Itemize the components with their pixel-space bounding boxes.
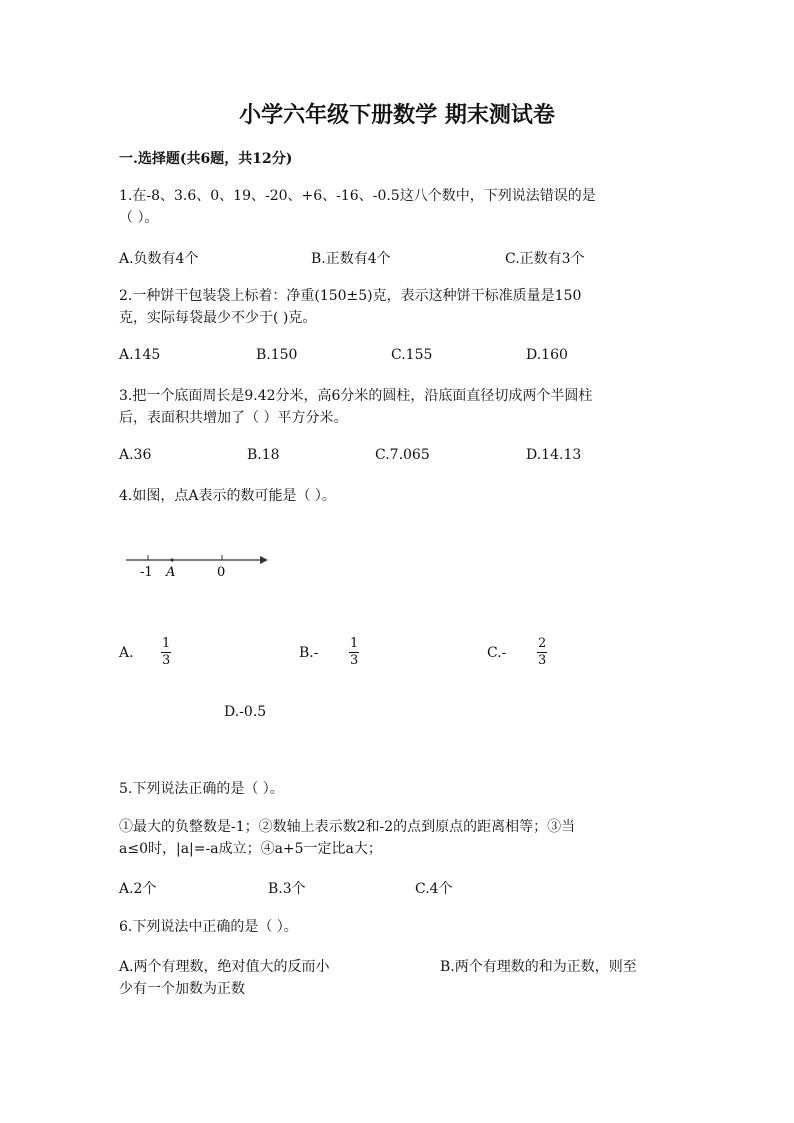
label-minus-one: -1 [140,565,153,580]
question-3-option-d: D.14.13 [526,447,582,463]
question-4-text: 4.如图，点A表示的数可能是（ ）。 [119,488,336,504]
question-5-statements-line-1: ①最大的负整数是-1；②数轴上表示数2和-2的点到原点的距离相等；③当 [119,819,576,835]
fraction-numerator: 2 [538,636,547,651]
question-1-option-b: B.正数有4个 [311,251,391,267]
question-6-text: 6.下列说法中正确的是（ ）。 [119,919,298,935]
question-4-option-c-fraction [536,637,548,668]
fraction-numerator: 1 [350,636,359,651]
question-1-option-a: A.负数有4个 [119,251,199,267]
question-2-option-a: A.145 [119,347,161,363]
question-1-line-1: 1.在-8、3.6、0、19、-20、+6、-16、-0.5这八个数中，下列说法错误的是 [119,188,596,204]
question-4-option-a-prefix: A. [119,645,134,661]
question-4-option-b-prefix: B.- [299,645,319,661]
number-line-figure [120,548,280,584]
question-3-line-1: 3.把一个底面周长是9.42分米，高6分米的圆柱，沿底面直径切成两个半圆柱 [119,388,593,404]
point-a-dot [170,558,173,561]
fraction-numerator: 1 [162,636,171,651]
question-2-option-b: B.150 [256,347,298,363]
question-5-text: 5.下列说法正确的是（ ）。 [119,781,284,797]
arrow-right-icon [260,556,268,564]
question-6-option-b-line-1: B.两个有理数的和为正数，则至 [440,959,637,975]
question-2-line-2: 克，实际每袋最少不少于( )克。 [119,310,317,326]
fraction-denominator: 3 [350,653,359,668]
question-2-line-1: 2.一种饼干包装袋上标着：净重(150±5)克，表示这种饼干标准质量是150 [119,288,582,304]
question-3-option-b: B.18 [247,447,280,463]
question-1-option-c: C.正数有3个 [505,251,585,267]
question-3-option-a: A.36 [119,447,152,463]
section-header: 一.选择题(共6题，共12分) [119,151,293,167]
question-5-option-c: C.4个 [415,881,453,897]
question-2-option-c: C.155 [391,347,433,363]
fraction-denominator: 3 [162,653,171,668]
question-3-line-2: 后，表面积共增加了（ ）平方分米。 [119,410,348,426]
question-4-option-b-fraction [348,637,360,668]
question-5-option-b: B.3个 [268,881,306,897]
question-2-option-d: D.160 [526,347,568,363]
page-title: 小学六年级下册数学 期末测试卷 [239,102,555,128]
question-3-option-c: C.7.065 [375,447,430,463]
question-1-line-2: （ ）。 [119,210,159,226]
question-4-option-c-prefix: C.- [487,645,507,661]
question-5-statements-line-2: a≤0时，|a|=-a成立；④a+5一定比a大； [119,841,382,857]
question-6-option-b-line-2: 少有一个加数为正数 [119,981,245,997]
label-zero: 0 [217,565,226,580]
question-4-option-a-fraction [160,637,172,668]
label-point-a: A [166,565,176,580]
question-6-option-a: A.两个有理数，绝对值大的反而小 [119,959,330,975]
fraction-denominator: 3 [538,653,547,668]
question-5-option-a: A.2个 [119,881,157,897]
question-4-option-d: D.-0.5 [224,704,267,720]
